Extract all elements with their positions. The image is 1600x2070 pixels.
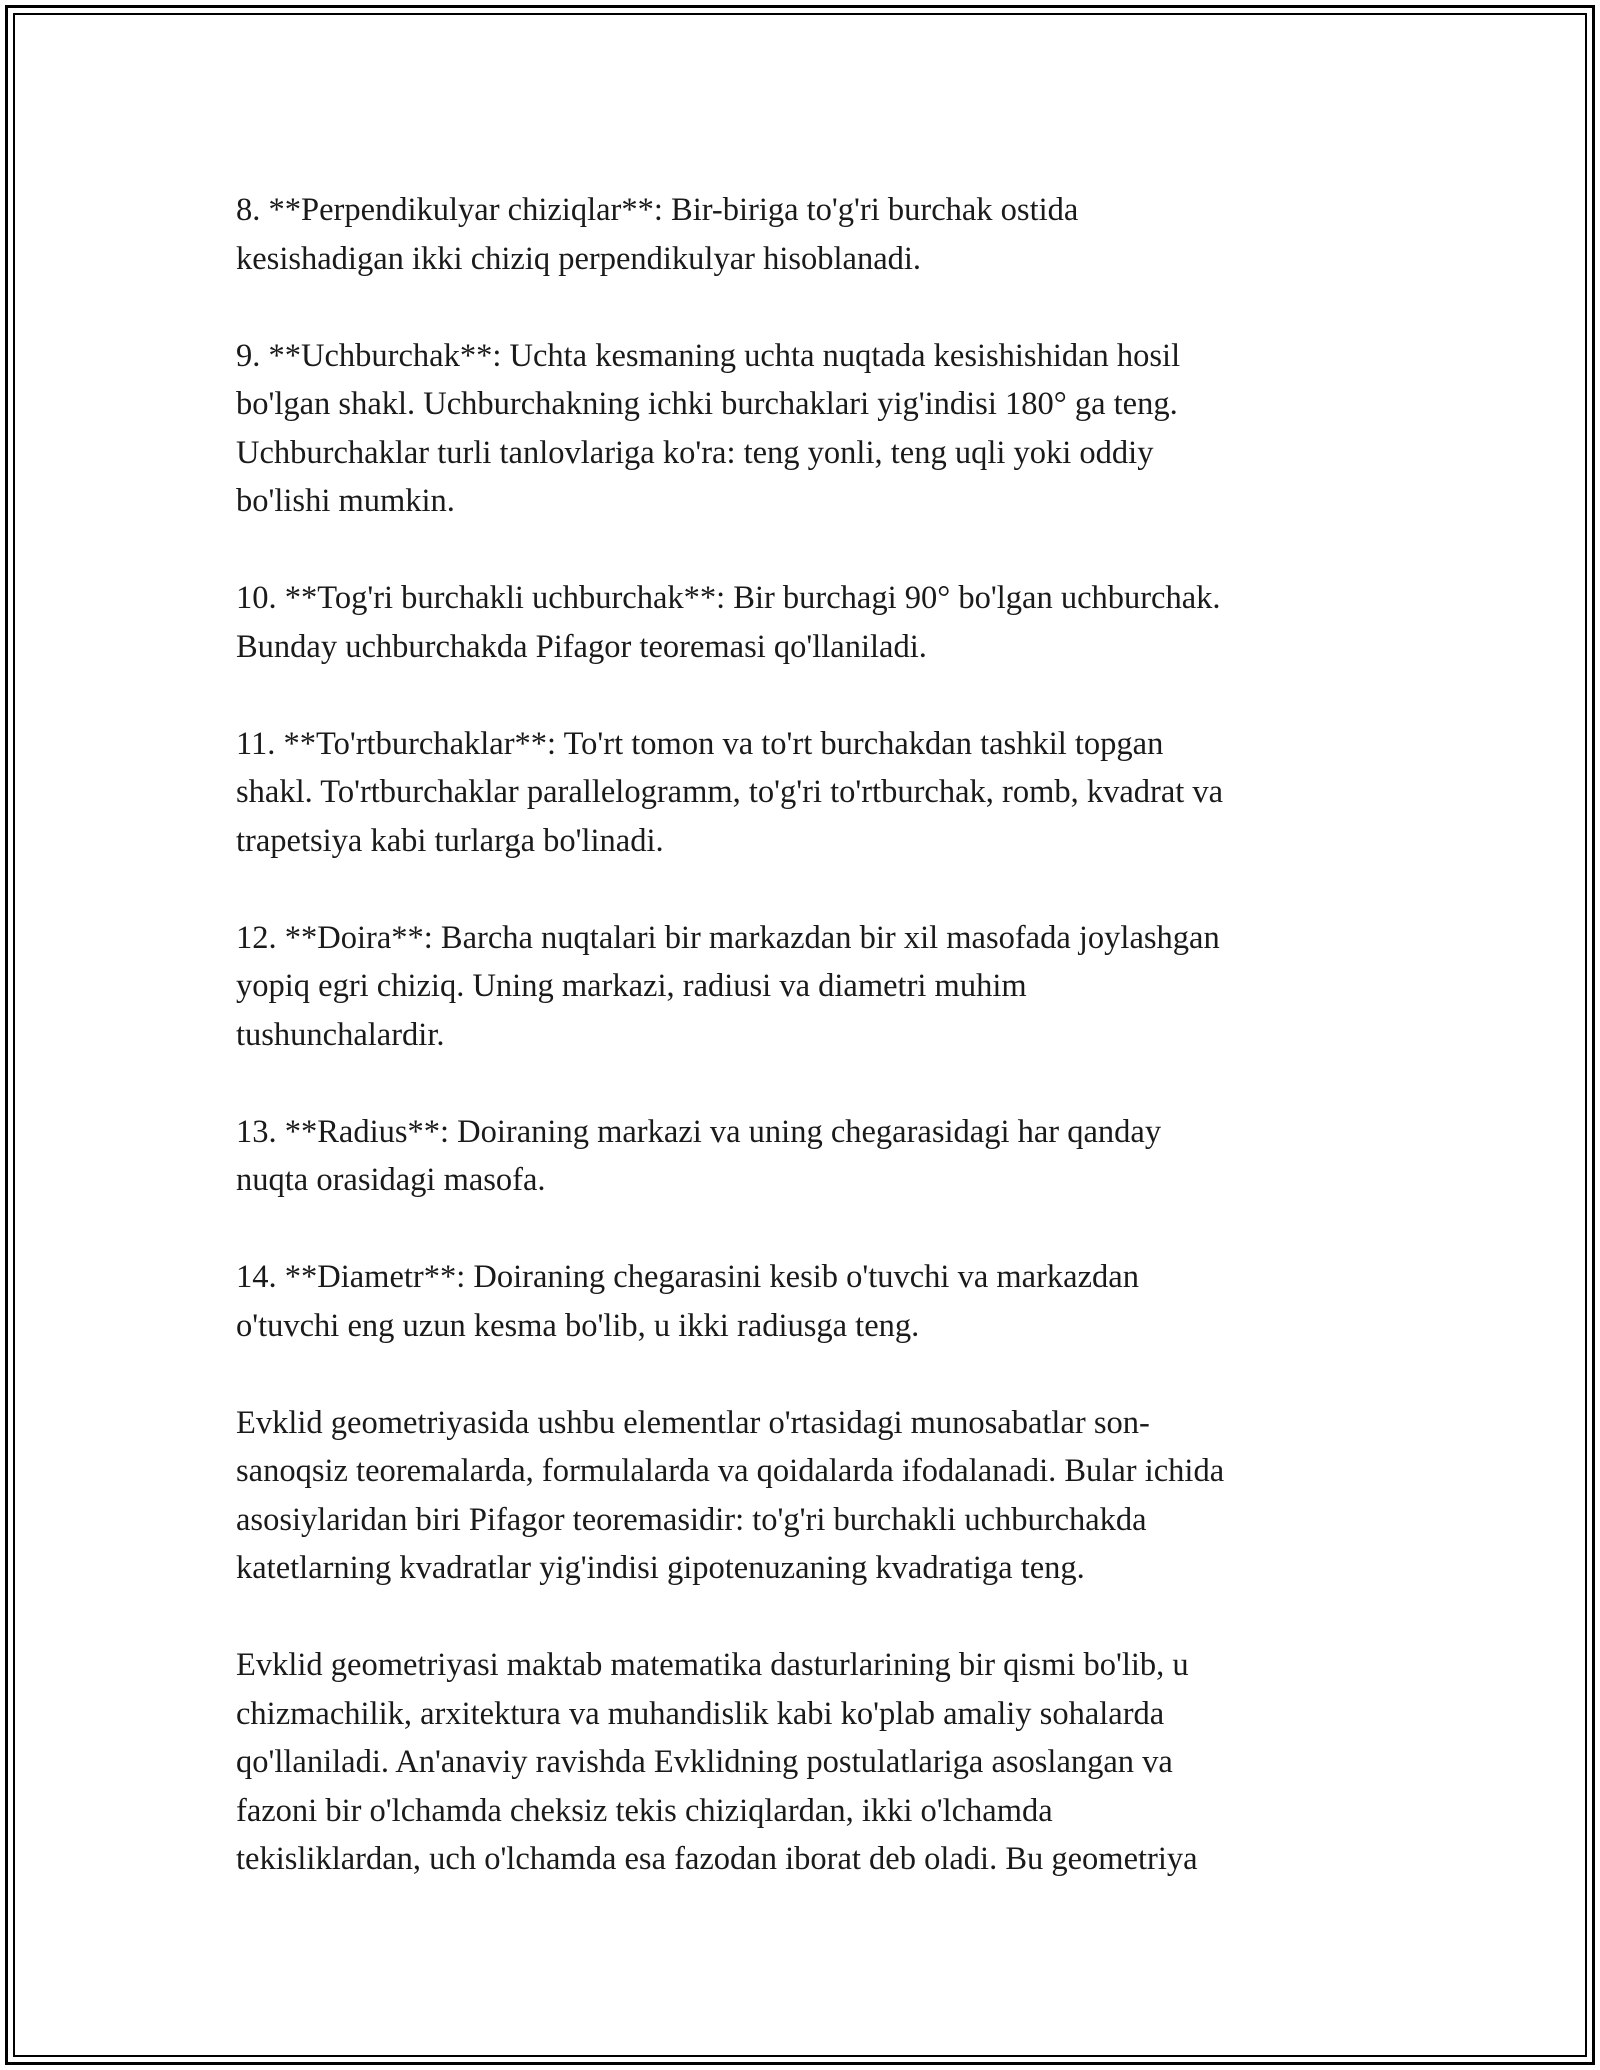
paragraph-radius: 13. **Radius**: Doiraning markazi va uning chegarasidagi har qanday nuqta orasidagi masofa.: [236, 1113, 1162, 1198]
paragraph-diameter: 14. **Diametr**: Doiraning chegarasini kesib o'tuvchi va markazdan o'tuvchi eng uzun kesma bo'lib, u ikki radiusga teng.: [236, 1259, 1139, 1344]
document-body: [236, 186, 1366, 1884]
paragraph-perpendicular-lines: 8. **Perpendikulyar chiziqlar**: Bir-biriga to'g'ri burchak ostida kesishadigan ikki chiziq perpendikulyar hisoblanadi.: [236, 192, 1079, 277]
paragraph-quadrilaterals: 11. **To'rtburchaklar**: To'rt tomon va to'rt burchakdan tashkil topgan shakl. To'rtburchaklar parallelogramm, to'g'ri to'rtburchak, romb, kvadrat va trapetsiya kabi turlarga bo'linadi.: [236, 725, 1224, 859]
paragraph-right-triangle: 10. **Tog'ri burchakli uchburchak**: Bir burchagi 90° bo'lgan uchburchak. Bunday uchburchakda Pifagor teoremasi qo'llaniladi.: [236, 580, 1221, 665]
paragraph-triangle: 9. **Uchburchak**: Uchta kesmaning uchta nuqtada kesishishidan hosil bo'lgan shakl. Uchburchakning ichki burchaklari yig'indisi 180° ga teng. Uchburchaklar turli tanlovlariga ko'ra: teng yonli, teng uqli yoki oddiy bo'lishi mumkin.: [236, 337, 1181, 519]
paragraph-applications: Evklid geometriyasi maktab matematika dasturlarining bir qismi bo'lib, u chizmachilik, arxitektura va muhandislik kabi ko'plab amaliy sohalarda qo'llaniladi. An'anaviy ravishda Evklidning postulatlariga asoslangan va fazoni bir o'lchamda cheksiz tekis chiziqlardan, ikki o'lchamda tekisliklardan, uch o'lchamda esa fazodan iborat deb oladi. Bu geometriya: [236, 1647, 1198, 1877]
paragraph-circle: 12. **Doira**: Barcha nuqtalari bir markazdan bir xil masofada joylashgan yopiq egri chiziq. Uning markazi, radiusi va diametri muhim tushunchalardir.: [236, 919, 1220, 1053]
paragraph-relations: Evklid geometriyasida ushbu elementlar o'rtasidagi munosabatlar son- sanoqsiz teoremalarda, formulalarda va qoidalarda ifodalanadi. Bular ichida asosiylaridan biri Pifagor teoremasidir: to'g'ri burchakli uchburchakda katetlarning kvadratlar yig'indisi gipotenuzaning kvadratiga teng.: [236, 1404, 1225, 1586]
